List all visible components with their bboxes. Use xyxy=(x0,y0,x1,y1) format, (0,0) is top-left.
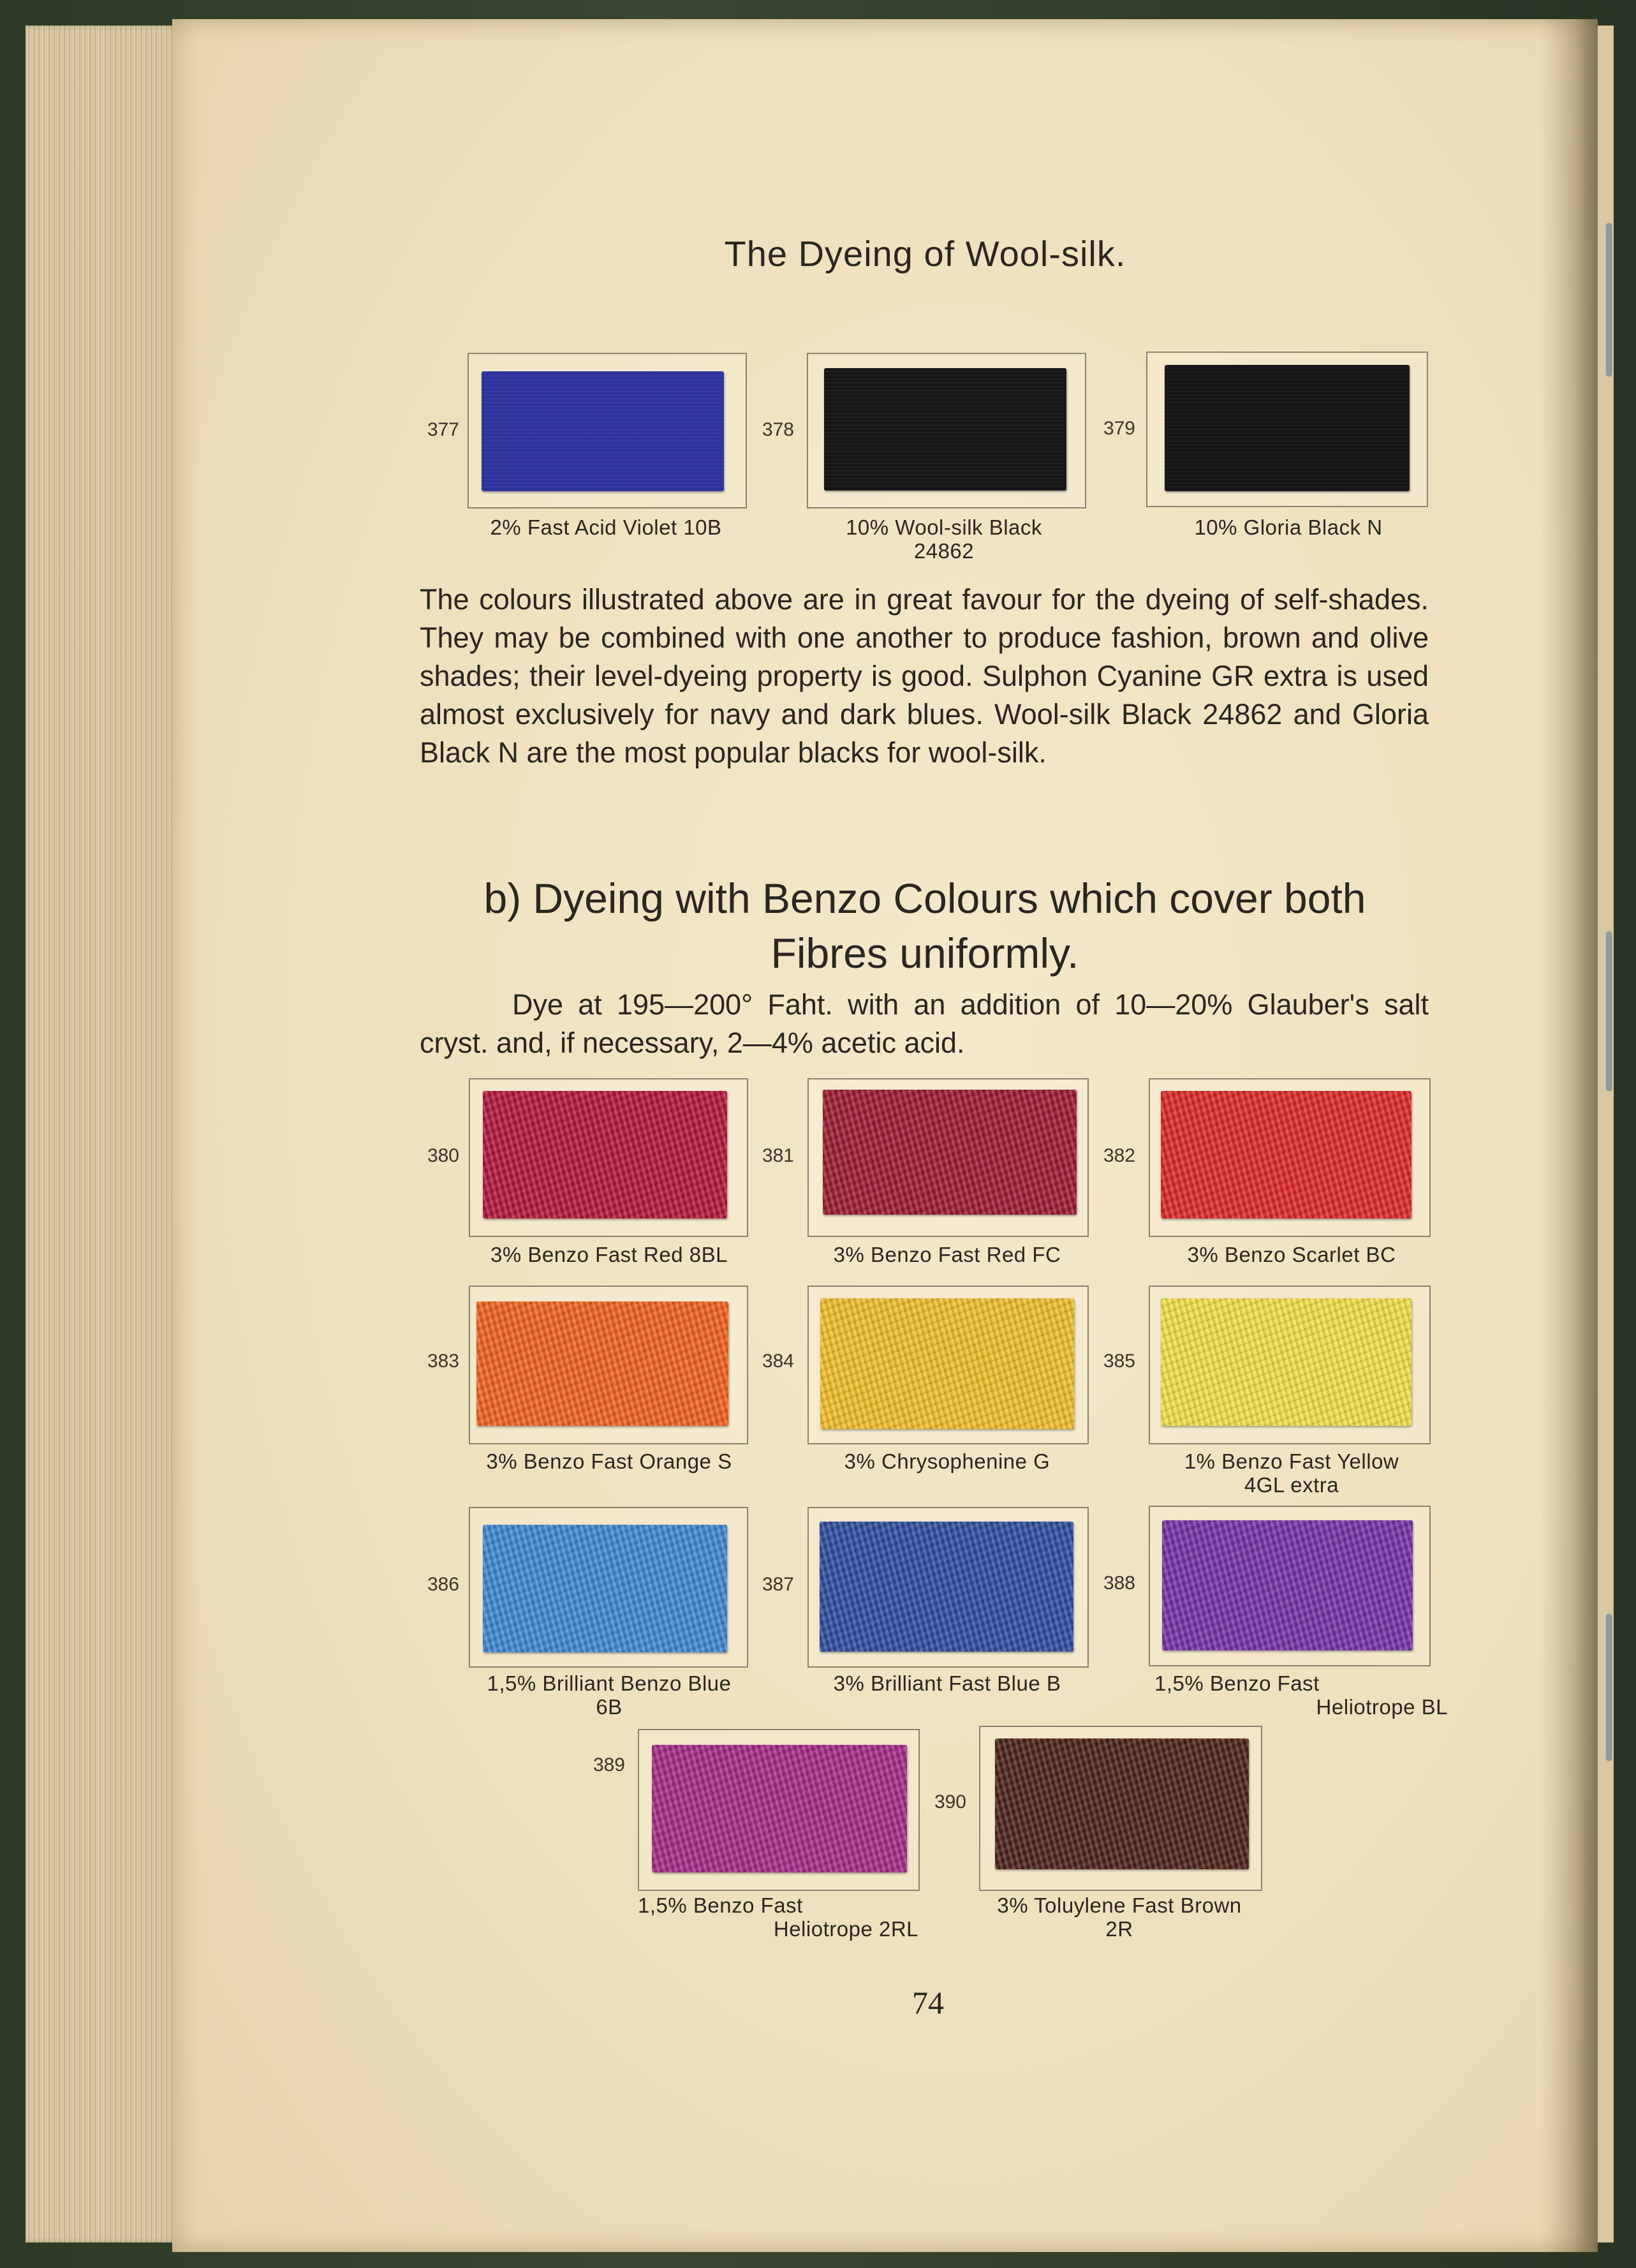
sample-number: 387 xyxy=(762,1574,794,1595)
sample-label xyxy=(446,1671,772,1719)
sample-label-line: 1,5% Brilliant Benzo Blue xyxy=(487,1671,732,1695)
sample-label-line: 3% Brilliant Fast Blue B xyxy=(833,1671,1061,1695)
sample-label-line: 10% Gloria Black N xyxy=(1194,515,1383,539)
sample-label xyxy=(1129,1243,1454,1266)
fabric-swatch xyxy=(820,1298,1074,1429)
fabric-swatch xyxy=(482,371,724,491)
sample-label xyxy=(785,1449,1110,1473)
paragraph-instructions: Dye at 195—200° Faht. with an addition of 10—20% Glauber's salt cryst. and, if necessary, 2—4% acetic acid. xyxy=(420,988,1429,1059)
sample-number: 389 xyxy=(593,1754,625,1775)
sample-label-line: 3% Chrysophenine G xyxy=(844,1449,1050,1473)
sample-label-line: Heliotrope 2RL xyxy=(773,1917,918,1941)
fabric-swatch xyxy=(823,1090,1077,1215)
sample-label xyxy=(1129,1671,1454,1719)
sample-number: 379 xyxy=(1103,418,1135,439)
sample-label xyxy=(1129,1449,1454,1497)
sample-label-line: 3% Toluylene Fast Brown xyxy=(997,1894,1242,1917)
sample-number: 377 xyxy=(427,419,459,440)
binding-thread xyxy=(1606,931,1611,1091)
binding-thread xyxy=(1606,1614,1611,1761)
fabric-swatch xyxy=(483,1091,727,1219)
sample-number: 380 xyxy=(427,1145,459,1166)
sample-label xyxy=(785,1671,1110,1695)
sample-label-line: 2% Fast Acid Violet 10B xyxy=(490,515,722,539)
sample-label-line: 24862 xyxy=(913,539,975,563)
fabric-swatch xyxy=(652,1745,907,1872)
section-heading-line: Fibres uniformly. xyxy=(770,930,1079,977)
fabric-swatch xyxy=(483,1525,727,1652)
fabric-swatch xyxy=(820,1522,1073,1652)
sample-label-line: 2R xyxy=(1105,1917,1133,1941)
sample-label xyxy=(625,1894,931,1941)
sample-label-line: 3% Benzo Scarlet BC xyxy=(1187,1243,1396,1266)
sample-label xyxy=(1129,515,1448,539)
sample-label-line: 3% Benzo Fast Red 8BL xyxy=(490,1243,728,1266)
sample-label xyxy=(446,515,765,539)
page-fore-edge xyxy=(26,26,179,2242)
sample-number: 378 xyxy=(762,419,794,440)
sample-label xyxy=(785,515,1103,563)
running-title: The Dyeing of Wool-silk. xyxy=(724,233,1126,274)
fabric-swatch xyxy=(476,1301,728,1426)
sample-number: 386 xyxy=(427,1574,459,1595)
sample-label-line: 10% Wool-silk Black xyxy=(846,515,1042,539)
fabric-swatch xyxy=(1165,365,1410,491)
sample-label-line: 1,5% Benzo Fast xyxy=(1154,1671,1320,1695)
sample-label-line: 6B xyxy=(596,1695,623,1719)
fabric-swatch xyxy=(1161,1091,1411,1219)
sample-number: 383 xyxy=(427,1351,459,1372)
page-number: 74 xyxy=(912,1985,944,2020)
sample-label-line: 1,5% Benzo Fast xyxy=(638,1894,803,1917)
sample-label-line: 1% Benzo Fast Yellow xyxy=(1184,1449,1399,1473)
section-heading xyxy=(421,871,1429,981)
sample-label xyxy=(785,1243,1110,1266)
sample-label xyxy=(446,1449,772,1473)
sample-number: 384 xyxy=(762,1351,794,1372)
section-heading-line: b) Dyeing with Benzo Colours which cover both xyxy=(483,875,1366,922)
sample-number: 390 xyxy=(934,1791,966,1812)
fabric-swatch xyxy=(824,368,1066,491)
fabric-swatch xyxy=(995,1738,1249,1869)
fabric-swatch xyxy=(1161,1298,1411,1426)
sample-label-line: Heliotrope BL xyxy=(1316,1695,1448,1719)
paragraph-intro: The colours illustrated above are in great favour for the dyeing of self-shades. They may be combined with one another to produce fashion, brown and olive shades; their level-dyeing property is good. Sulphon Cyanine GR extra is used almost exclusively for navy and dark blues. Wool-silk Black 24862 and Gloria Black N are the most popular blacks for wool-silk. xyxy=(420,583,1429,769)
sample-number: 381 xyxy=(762,1145,794,1166)
sample-label xyxy=(963,1894,1276,1941)
sample-number: 388 xyxy=(1103,1573,1135,1594)
fabric-swatch xyxy=(1162,1520,1413,1650)
sample-label-line: 4GL extra xyxy=(1244,1473,1339,1497)
sample-number: 385 xyxy=(1103,1351,1135,1372)
sample-number: 382 xyxy=(1103,1145,1135,1166)
spine-shadow xyxy=(1540,19,1598,2252)
sample-label-line: 3% Benzo Fast Red FC xyxy=(833,1243,1061,1266)
sample-label xyxy=(446,1243,772,1266)
sample-label-line: 3% Benzo Fast Orange S xyxy=(486,1449,732,1473)
